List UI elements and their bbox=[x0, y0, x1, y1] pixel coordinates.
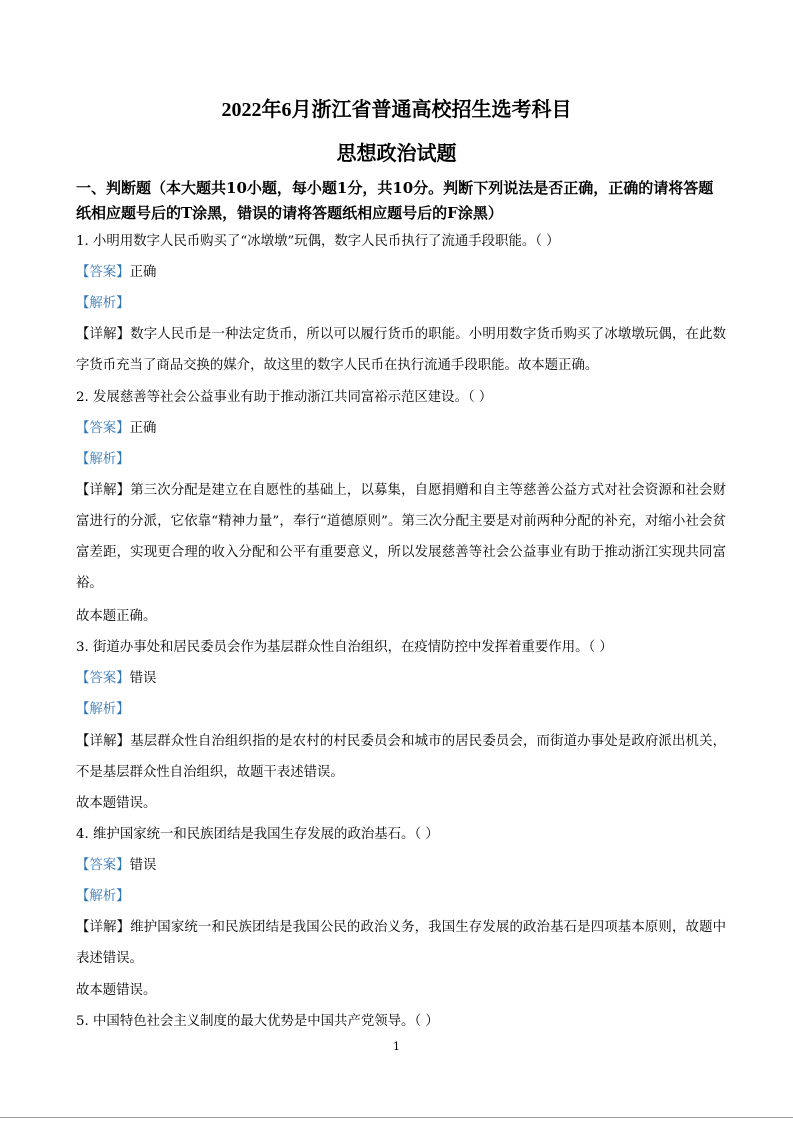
question-4-analysis-label: 【解析】 bbox=[76, 889, 130, 904]
question-1-stem: 1. 小明用数字人民币购买了“冰墩墩”玩偶，数字人民币执行了流通手段职能。（ ） bbox=[76, 234, 560, 249]
question-3-conclusion: 故本题错误。 bbox=[76, 796, 157, 811]
question-3-analysis-label: 【解析】 bbox=[76, 702, 130, 717]
question-2-stem: 2. 发展慈善等社会公益事业有助于推动浙江共同富裕示范区建设。（ ） bbox=[76, 390, 493, 405]
exam-title: 2022年6月浙江省普通高校招生选考科目 bbox=[221, 99, 572, 121]
detail-text: 第三次分配是建立在自愿性的基础上，以募集，自愿捐赠和自主等慈善公益方式对社会资源和社会财富进行的分派，它依靠“精神力量”，奉行“道德原则”。第三次分配主要是对前两种分配的补充，对缩小社会贫富差距，实现更合理的收入分配和公平有重要意义，所以发展慈善等社会公益事业有助于推动浙江实现共同富裕。 bbox=[76, 483, 727, 591]
question-2-conclusion: 故本题正确。 bbox=[76, 609, 157, 624]
detail-text: 维护国家统一和民族团结是我国公民的政治义务，我国生存发展的政治基石是四项基本原则，故题中表述错误。 bbox=[76, 920, 727, 966]
question-2-answer bbox=[76, 413, 726, 444]
answer-value: 正确 bbox=[129, 421, 157, 436]
page-number: 1 bbox=[393, 1040, 400, 1053]
question-2-detail bbox=[76, 475, 726, 599]
answer-label: 【答案】 bbox=[76, 265, 130, 280]
question-3-answer bbox=[76, 663, 726, 694]
detail-label: 【详解】 bbox=[76, 327, 131, 342]
detail-label: 【详解】 bbox=[76, 483, 131, 498]
detail-text: 基层群众性自治组织指的是农村的村民委员会和城市的居民委员会，而街道办事处是政府派出机关，不是基层群众性自治组织，故题干表述错误。 bbox=[76, 734, 727, 780]
answer-value: 正确 bbox=[129, 265, 157, 280]
answer-value: 错误 bbox=[129, 858, 157, 873]
question-3-stem: 3. 街道办事处和居民委员会作为基层群众性自治组织，在疫情防控中发挥着重要作用。（ ） bbox=[76, 640, 613, 655]
answer-value: 错误 bbox=[129, 671, 157, 686]
answer-label: 【答案】 bbox=[76, 421, 130, 436]
question-4-conclusion: 故本题错误。 bbox=[76, 983, 157, 998]
exam-subtitle: 思想政治试题 bbox=[336, 143, 457, 165]
section-heading: 一、判断题（本大题共10小题，每小题1分，共10分。判断下列说法是否正确，正确的请将答题纸相应题号后的T涂黑，错误的请将答题纸相应题号后的F涂黑） bbox=[76, 179, 714, 222]
question-1-analysis-label: 【解析】 bbox=[76, 296, 130, 311]
question-4-detail bbox=[76, 912, 726, 974]
question-5-stem: 5. 中国特色社会主义制度的最大优势是中国共产党领导。（ ） bbox=[76, 1014, 439, 1029]
detail-label: 【详解】 bbox=[76, 734, 131, 749]
question-1-detail bbox=[76, 319, 726, 381]
footer-divider bbox=[0, 1117, 793, 1118]
question-3-detail bbox=[76, 726, 726, 788]
detail-text: 数字人民币是一种法定货币，所以可以履行货币的职能。小明用数字货币购买了冰墩墩玩偶，在此数字货币充当了商品交换的媒介，故这里的数字人民币在执行流通手段职能。故本题正确。 bbox=[76, 327, 727, 373]
answer-label: 【答案】 bbox=[76, 671, 130, 686]
answer-label: 【答案】 bbox=[76, 858, 130, 873]
question-1-answer bbox=[76, 257, 726, 288]
detail-label: 【详解】 bbox=[76, 920, 131, 935]
question-4-stem: 4. 维护国家统一和民族团结是我国生存发展的政治基石。（ ） bbox=[76, 827, 439, 842]
question-4-answer bbox=[76, 850, 726, 881]
question-2-analysis-label: 【解析】 bbox=[76, 452, 130, 467]
